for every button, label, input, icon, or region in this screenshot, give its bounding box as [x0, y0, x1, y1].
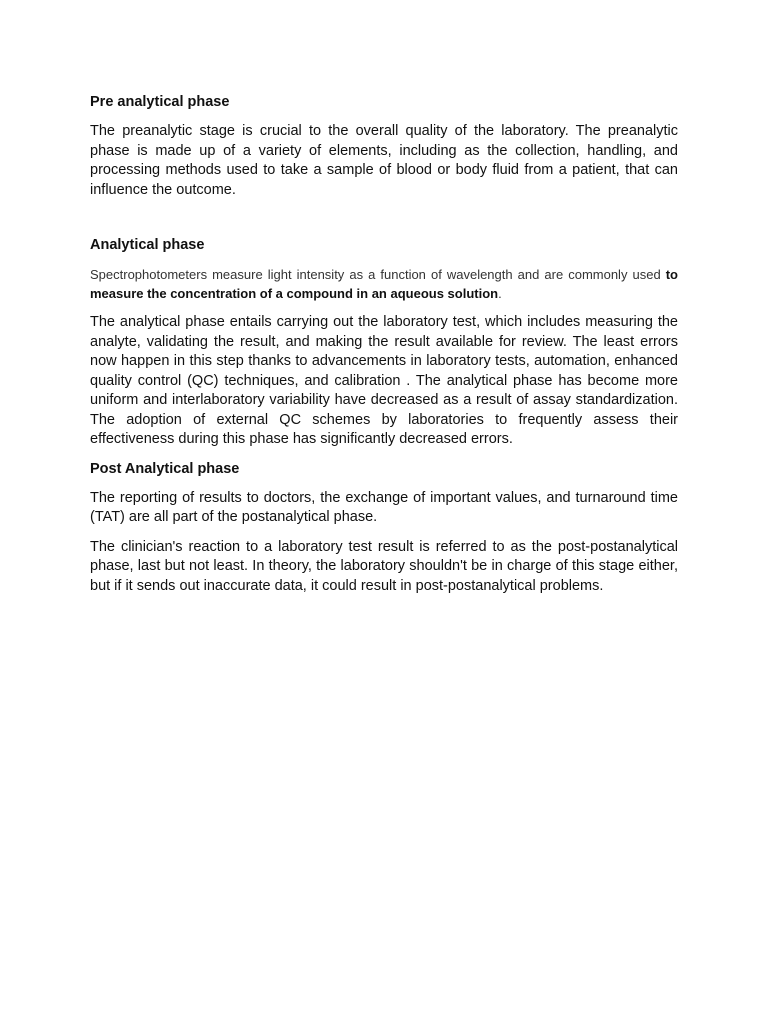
- spectro-text: Spectrophotometers measure light intensity as a function of wavelength and are commonly used: [90, 267, 666, 282]
- post-analytical-heading: Post Analytical phase: [90, 460, 240, 477]
- spectrophotometer-paragraph: [90, 266, 678, 303]
- post-analytical-paragraph-2: The clinician's reaction to a laboratory test result is referred to as the post-postanalytical phase, last but not least. In theory, the laboratory shouldn't be in charge of this stage either, but if it sends out inaccurate data, it could result in post-postanalytical problems.: [90, 538, 678, 594]
- pre-analytical-paragraph: The preanalytic stage is crucial to the overall quality of the laboratory. The preanalytic phase is made up of a variety of elements, including as the collection, handling, and processing methods used to take a sample of blood or body fluid from a patient, that can influence the outcome.: [90, 123, 678, 198]
- pre-analytical-heading: Pre analytical phase: [90, 94, 230, 110]
- spectro-bold-text: to measure the concentration of a compound in an aqueous solution: [90, 267, 678, 301]
- analytical-heading: Analytical phase: [90, 237, 205, 253]
- analytical-paragraph: The analytical phase entails carrying out the laboratory test, which includes measuring the analyte, validating the result, and making the result available for review. The least errors now happen in this step thanks to advancements in laboratory tests, automation, enhanced quality control (QC) techniques, and calibration . The analytical phase has become more uniform and interlaboratory variability have decreased as a result of assay standardization. The adoption of external QC schemes by laboratories to frequently assess their effectiveness during this phase has significantly decreased errors.: [90, 314, 678, 447]
- spectro-end: .: [498, 285, 502, 301]
- post-analytical-paragraph-1: The reporting of results to doctors, the exchange of important values, and turnaround time (TAT) are all part of the postanalytical phase.: [90, 489, 678, 525]
